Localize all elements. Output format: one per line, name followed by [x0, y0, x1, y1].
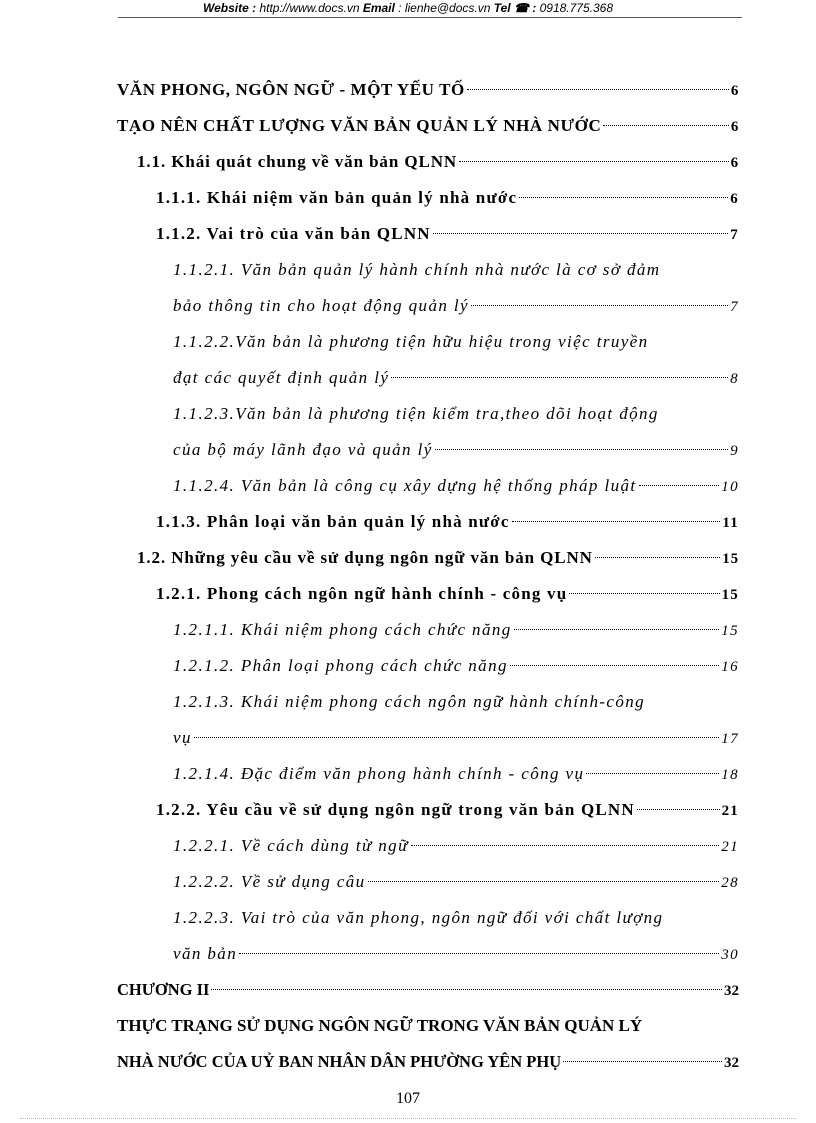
dot-leader: [467, 89, 729, 90]
toc-entry-page: 7: [730, 299, 739, 315]
toc-entry: [117, 973, 739, 1007]
toc-entry-text: 1.2.2.2. Về sử dụng câu: [173, 872, 366, 891]
toc-entry-text: 1.1.3. Phân loại văn bản quản lý nhà nước: [156, 512, 510, 531]
toc-entry: [156, 181, 739, 215]
toc-entry-text: bảo thông tin cho hoạt động quản lý: [173, 296, 469, 315]
dot-leader: [603, 125, 729, 126]
toc-entry-text: NHÀ NƯỚC CỦA UỶ BAN NHÂN DÂN PHƯỜNG YÊN PHỤ: [117, 1052, 562, 1071]
toc-entry-text: văn bản: [173, 944, 238, 963]
toc-entry-text: đạt các quyết định quản lý: [173, 368, 390, 387]
website-value: http://www.docs.vn: [256, 1, 363, 15]
toc-entry-page: 6: [730, 83, 739, 99]
toc-entry-text: VĂN PHONG, NGÔN NGỮ - MỘT YẾU TỐ: [117, 80, 465, 99]
toc-entry: [173, 289, 739, 323]
dot-leader: [211, 989, 722, 990]
toc-entry: [137, 145, 739, 179]
toc-entry-text: 1.1. Khái quát chung về văn bản QLNN: [137, 152, 458, 171]
toc-entry-text: 1.1.2. Vai trò của văn bản QLNN: [156, 224, 431, 243]
tel-value: 0918.775.368: [536, 1, 614, 15]
toc-entry: [173, 361, 739, 395]
toc-entry: [117, 109, 739, 143]
dot-leader: [514, 629, 720, 630]
email-value: : lienhe@docs.vn: [394, 1, 494, 15]
dot-leader: [586, 773, 719, 774]
dot-leader: [194, 737, 719, 738]
dot-leader: [639, 485, 720, 486]
dot-leader: [512, 521, 721, 522]
toc-entry-page: 18: [721, 767, 739, 783]
toc-entry: [173, 433, 739, 467]
dot-leader: [459, 161, 729, 162]
dot-leader: [595, 557, 720, 558]
toc-entry-page: 15: [722, 551, 739, 567]
toc-entry-page: 6: [730, 155, 739, 171]
toc-entry: [156, 793, 739, 827]
toc-entry-text: 1.2.1. Phong cách ngôn ngữ hành chính - công vụ: [156, 584, 568, 603]
dot-leader: [519, 197, 728, 198]
toc-entry-page: 6: [730, 119, 739, 135]
toc-entry-text: 1.1.2.4. Văn bản là công cụ xây dựng hệ thống pháp luật: [173, 476, 637, 495]
toc-entry-text: 1.2.1.4. Đặc điểm văn phong hành chính - công vụ: [173, 764, 585, 783]
toc-entry-page: 15: [721, 587, 739, 603]
dot-leader: [435, 449, 728, 450]
toc-entry-page: 21: [721, 803, 739, 819]
dot-leader: [637, 809, 720, 810]
email-label: Email: [362, 1, 395, 15]
dot-leader: [391, 377, 728, 378]
toc-entry-page: 28: [721, 875, 739, 891]
toc-entry: [173, 649, 739, 683]
page-number: 107: [396, 1090, 420, 1107]
toc-entry-page: 32: [724, 983, 739, 999]
footer-divider: [20, 1118, 796, 1119]
toc-entry-text: CHƯƠNG II: [117, 980, 210, 999]
toc-entry-page: 32: [724, 1055, 739, 1071]
toc-entry-page: 9: [730, 443, 739, 459]
toc-entry-line: 1.2.1.3. Khái niệm phong cách ngôn ngữ hành chính-công: [173, 692, 646, 711]
dot-leader: [433, 233, 729, 234]
toc-entry-text: 1.2. Những yêu cầu về sử dụng ngôn ngữ văn bản QLNN: [137, 548, 593, 567]
toc-entry: [173, 757, 739, 791]
toc-entry-text: vụ: [173, 728, 192, 747]
toc-entry: [117, 73, 739, 107]
toc-entry: [173, 937, 739, 971]
dot-leader: [471, 305, 728, 306]
toc-entry-line: 1.1.2.1. Văn bản quản lý hành chính nhà nước là cơ sở đảm: [173, 260, 661, 279]
toc-entry: [173, 469, 739, 503]
page-header: [0, 0, 816, 16]
dot-leader: [411, 845, 719, 846]
toc-entry-text: 1.2.1.2. Phân loại phong cách chức năng: [173, 656, 508, 675]
website-label: Website :: [202, 1, 257, 15]
toc-entry-text: TẠO NÊN CHẤT LƯỢNG VĂN BẢN QUẢN LÝ NHÀ NƯỚC: [117, 116, 602, 135]
toc-entry: [156, 217, 739, 251]
toc-entry-page: 30: [721, 947, 739, 963]
toc-entry-page: 17: [721, 731, 739, 747]
toc-entry: [156, 505, 739, 539]
toc-entry: [156, 577, 739, 611]
dot-leader: [563, 1061, 722, 1062]
toc-entry-page: 21: [721, 839, 739, 855]
toc-entry: [173, 721, 739, 755]
toc-entry-page: 16: [721, 659, 739, 675]
toc-entry-text: 1.2.2.1. Về cách dùng từ ngữ: [173, 836, 409, 855]
dot-leader: [239, 953, 719, 954]
toc-entry: [117, 1045, 739, 1079]
dot-leader: [368, 881, 720, 882]
toc-entry-page: 6: [730, 191, 739, 207]
toc-entry: [137, 541, 739, 575]
toc-entry-line: 1.2.2.3. Vai trò của văn phong, ngôn ngữ đối với chất lượng: [173, 908, 664, 927]
toc-entry-page: 15: [721, 623, 739, 639]
tel-label: Tel ☎ :: [493, 1, 537, 15]
toc-entry-page: 10: [721, 479, 739, 495]
toc-entry-page: 7: [730, 227, 739, 243]
toc-entry-text: 1.2.2. Yêu cầu về sử dụng ngôn ngữ trong văn bản QLNN: [156, 800, 635, 819]
toc-entry-page: 11: [722, 515, 739, 531]
toc-entry-text: 1.1.1. Khái niệm văn bản quản lý nhà nước: [156, 188, 518, 207]
toc-entry-text: 1.2.1.1. Khái niệm phong cách chức năng: [173, 620, 512, 639]
dot-leader: [510, 665, 719, 666]
toc-entry-text: của bộ máy lãnh đạo và quản lý: [173, 440, 433, 459]
toc-entry: [173, 613, 739, 647]
toc-entry: [173, 829, 739, 863]
header-divider: [118, 17, 742, 18]
toc-entry: [173, 865, 739, 899]
dot-leader: [569, 593, 719, 594]
toc-entry-line: THỰC TRẠNG SỬ DỤNG NGÔN NGỮ TRONG VĂN BẢN QUẢN LÝ: [117, 1016, 643, 1035]
toc-entry-line: 1.1.2.3.Văn bản là phương tiện kiểm tra,theo dõi hoạt động: [173, 404, 659, 423]
toc-entry-line: 1.1.2.2.Văn bản là phương tiện hữu hiệu trong việc truyền: [173, 332, 649, 351]
toc-entry-page: 8: [730, 371, 739, 387]
